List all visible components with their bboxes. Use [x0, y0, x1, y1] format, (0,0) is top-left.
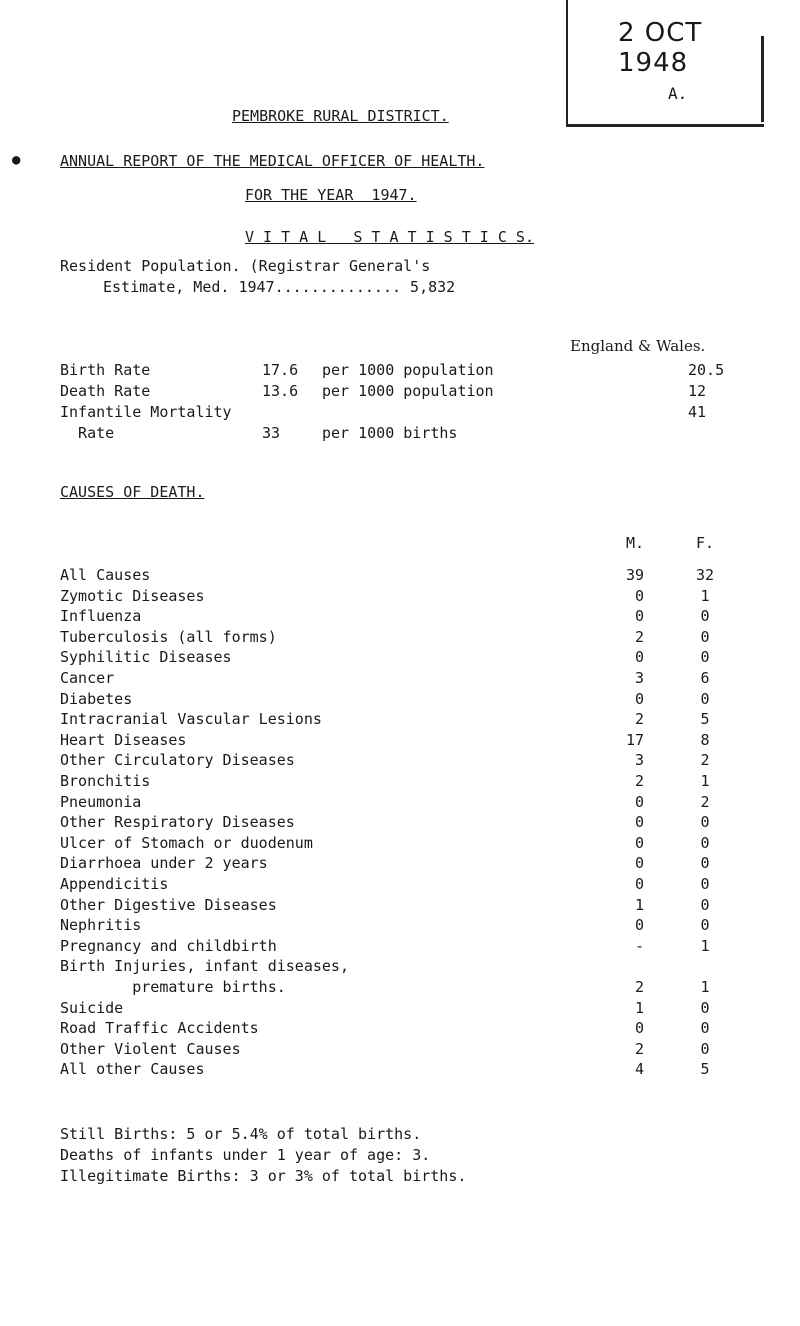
cause-row	[60, 772, 780, 794]
rate-value: 33	[262, 424, 281, 442]
cause-row	[60, 607, 780, 629]
still-births-line: Still Births: 5 or 5.4% of total births.	[60, 1125, 422, 1143]
causes-column-headers	[60, 534, 780, 556]
cause-row	[60, 854, 780, 876]
female-count: 2	[700, 751, 710, 770]
male-count: 0	[634, 607, 644, 626]
cause-label: Pregnancy and childbirth	[60, 936, 277, 955]
infant-deaths-line: Deaths of infants under 1 year of age: 3.	[60, 1146, 431, 1164]
female-count: 0	[700, 648, 710, 667]
female-count: 8	[700, 730, 710, 749]
england-rate: 12	[688, 382, 707, 400]
cause-row	[60, 999, 780, 1021]
cause-label: Heart Diseases	[60, 730, 187, 749]
male-count: 0	[634, 689, 644, 708]
district-name: PEMBROKE RURAL DISTRICT.	[232, 107, 449, 125]
female-count: 0	[700, 895, 710, 914]
female-count: 0	[700, 916, 710, 935]
cause-row	[60, 896, 780, 918]
female-count: 0	[700, 607, 710, 626]
cause-label: Road Traffic Accidents	[60, 1019, 259, 1038]
england-rate: 20.5	[688, 361, 725, 379]
cause-row	[60, 587, 780, 609]
rate-row	[60, 403, 780, 425]
cause-label: Zymotic Diseases	[60, 586, 205, 605]
stamp-mark: A.	[668, 84, 688, 103]
cause-label: Syphilitic Diseases	[60, 648, 232, 667]
male-count: 17	[625, 730, 644, 749]
male-count: 0	[634, 833, 644, 852]
report-title: ANNUAL REPORT OF THE MEDICAL OFFICER OF HEALTH.	[60, 152, 485, 170]
cause-row	[60, 690, 780, 712]
rate-row	[60, 382, 780, 404]
rate-unit: per 1000 population	[322, 361, 494, 379]
stamp-edge	[761, 36, 764, 122]
cause-label: Influenza	[60, 607, 142, 626]
rate-row	[60, 361, 780, 383]
cause-row	[60, 813, 780, 835]
female-count: 0	[700, 833, 710, 852]
female-count: 0	[700, 689, 710, 708]
cause-row	[60, 1040, 780, 1062]
cause-label: Other Respiratory Diseases	[60, 813, 295, 832]
rate-value: 17.6	[262, 361, 299, 379]
cause-row	[60, 1019, 780, 1041]
male-count: 1	[634, 895, 644, 914]
male-count: 3	[634, 669, 644, 687]
cause-row	[60, 875, 780, 897]
rate-unit: per 1000 births	[322, 424, 458, 442]
cause-row	[60, 957, 780, 979]
cause-row	[60, 710, 780, 732]
england-wales-heading: England & Wales.	[570, 337, 706, 355]
male-count: 39	[625, 566, 644, 584]
cause-row	[60, 628, 780, 650]
male-count: 0	[634, 586, 644, 605]
cause-label: Suicide	[60, 998, 124, 1017]
column-header-male: M.	[625, 534, 644, 552]
cause-label: Other Violent Causes	[60, 1039, 241, 1058]
cause-row	[60, 978, 780, 1000]
male-count: 2	[634, 1039, 644, 1058]
male-count: 0	[634, 813, 644, 832]
cause-row	[60, 751, 780, 773]
cause-label: Diabetes	[60, 689, 133, 708]
male-count: 0	[634, 916, 644, 935]
cause-row	[60, 834, 780, 856]
cause-label: Other Circulatory Diseases	[60, 751, 295, 770]
female-count: 1	[700, 772, 710, 790]
cause-label: Other Digestive Diseases	[60, 895, 277, 914]
male-count: 2	[634, 710, 644, 729]
female-count: 6	[700, 669, 710, 687]
cause-row	[60, 937, 780, 959]
vital-statistics-heading: V I T A L S T A T I S T I C S.	[245, 228, 534, 246]
cause-row	[60, 731, 780, 753]
cause-label: premature births.	[60, 978, 286, 996]
male-count: 0	[634, 792, 644, 811]
cause-row	[60, 1060, 780, 1082]
female-count: 1	[700, 586, 710, 605]
male-count: 2	[634, 978, 644, 996]
female-count: 0	[700, 854, 710, 873]
cause-row	[60, 648, 780, 670]
female-count: 0	[700, 627, 710, 646]
england-rate: 41	[688, 403, 707, 421]
female-count: 32	[695, 566, 715, 584]
cause-row	[60, 916, 780, 938]
illegitimate-births-line: Illegitimate Births: 3 or 3% of total births.	[60, 1167, 467, 1185]
cause-label: Nephritis	[60, 916, 142, 935]
cause-row	[60, 566, 780, 588]
cause-label: Diarrhoea under 2 years	[60, 854, 268, 873]
causes-heading: CAUSES OF DEATH.	[60, 483, 205, 501]
rate-label: Rate	[60, 424, 115, 442]
male-count: 3	[634, 751, 644, 770]
margin-mark: ●	[12, 152, 21, 168]
rate-value: 13.6	[262, 382, 299, 400]
stamp-date: 2 OCT 1948	[618, 18, 703, 78]
female-count: 0	[700, 875, 710, 893]
male-count: 0	[634, 1019, 644, 1038]
female-count: 0	[700, 813, 710, 832]
cause-label: Birth Injuries, infant diseases,	[60, 957, 349, 976]
male-count: 0	[634, 854, 644, 873]
cause-row	[60, 793, 780, 815]
rate-label: Infantile Mortality	[60, 403, 232, 421]
rate-label: Birth Rate	[60, 361, 151, 379]
cause-label: Bronchitis	[60, 772, 151, 790]
female-count: 1	[700, 936, 710, 955]
cause-row	[60, 669, 780, 691]
cause-label: Pneumonia	[60, 792, 142, 811]
cause-label: Intracranial Vascular Lesions	[60, 710, 322, 729]
population-line-1: Resident Population. (Registrar General's	[60, 257, 431, 275]
population-line-2: Estimate, Med. 1947.............. 5,832	[103, 278, 456, 296]
received-stamp	[566, 0, 764, 127]
cause-label: Cancer	[60, 669, 115, 687]
female-count: 5	[700, 710, 710, 729]
male-count: 1	[634, 998, 644, 1017]
female-count: 2	[700, 792, 710, 811]
female-count: 1	[700, 978, 710, 996]
male-count: -	[634, 936, 644, 955]
rate-row	[60, 424, 780, 446]
male-count: 4	[634, 1060, 644, 1079]
male-count: 2	[634, 627, 644, 646]
cause-label: Appendicitis	[60, 875, 169, 893]
male-count: 0	[634, 875, 644, 893]
male-count: 2	[634, 772, 644, 790]
rate-unit: per 1000 population	[322, 382, 494, 400]
rate-label: Death Rate	[60, 382, 151, 400]
male-count: 0	[634, 648, 644, 667]
report-year: FOR THE YEAR 1947.	[245, 186, 417, 204]
female-count: 5	[700, 1060, 710, 1079]
female-count: 0	[700, 1019, 710, 1038]
cause-label: All Causes	[60, 566, 151, 584]
cause-label: All other Causes	[60, 1060, 205, 1079]
cause-label: Tuberculosis (all forms)	[60, 627, 277, 646]
female-count: 0	[700, 1039, 710, 1058]
female-count: 0	[700, 998, 710, 1017]
column-header-female: F.	[695, 534, 715, 552]
cause-label: Ulcer of Stomach or duodenum	[60, 833, 313, 852]
